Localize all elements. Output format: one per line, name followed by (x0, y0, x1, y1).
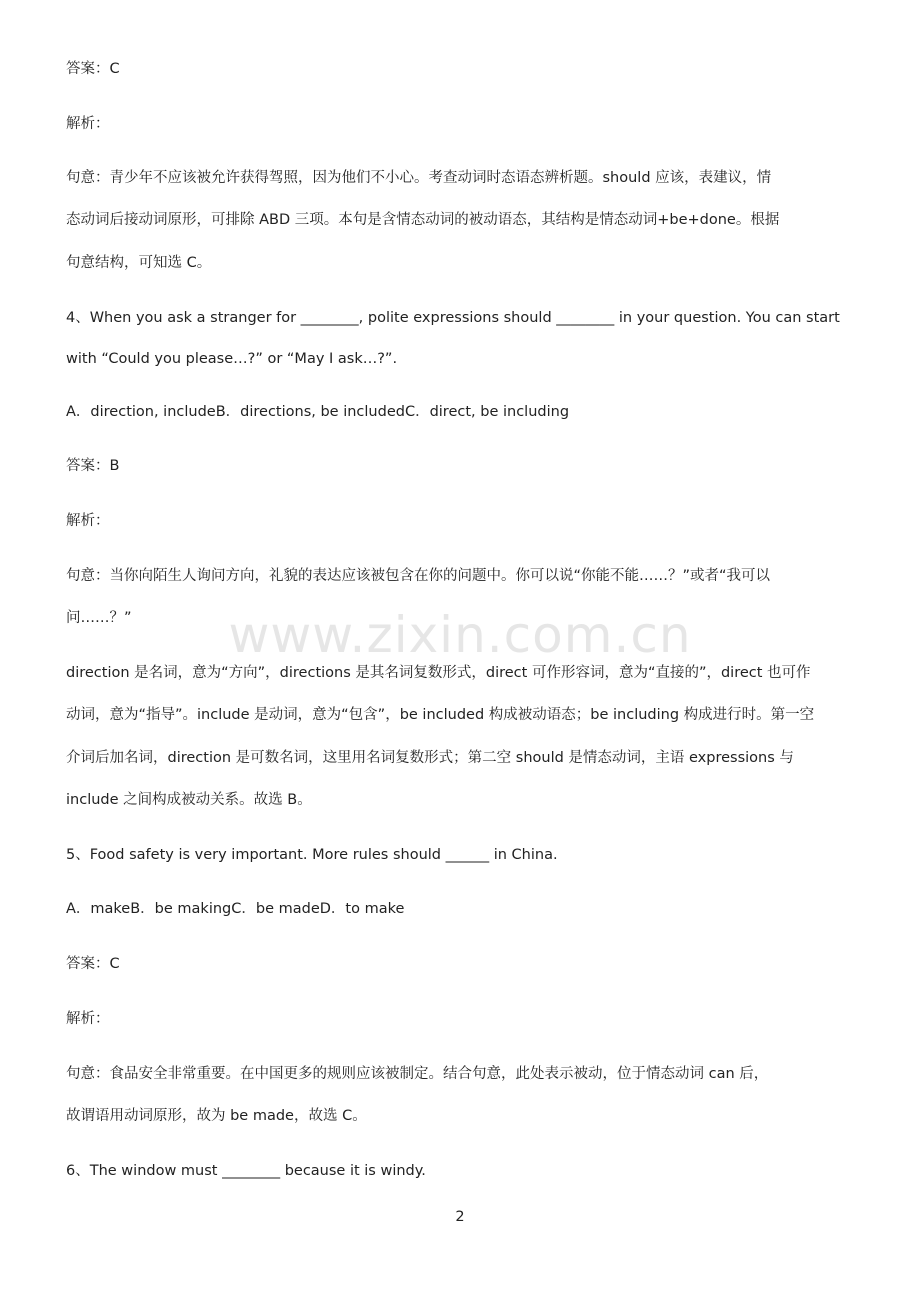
q5-question: 5、Food safety is very important. More rules should ______ in China. (66, 847, 558, 863)
q5-options: A．makeB．be makingC．be madeD．to make (66, 901, 405, 917)
q3-explanation-line-3: 句意结构，可知选 C。 (66, 255, 212, 271)
q4-explanation-line-4: include 之间构成被动关系。故选 B。 (66, 792, 312, 808)
q5-answer: 答案：C (66, 956, 120, 972)
q4-explanation-line-2: 动词，意为“指导”。include 是动词，意为“包含”，be included 构成被动语态；be including 构成进行时。第一空 (66, 707, 815, 723)
q5-explanation-line-2: 故谓语用动词原形，故为 be made，故选 C。 (66, 1108, 367, 1124)
q3-explanation-line-2: 态动词后接动词原形，可排除 ABD 三项。本句是含情态动词的被动语态，其结构是情态动词+be+done。根据 (66, 212, 780, 228)
q3-answer: 答案：C (66, 61, 120, 77)
q4-analysis-label: 解析： (66, 513, 110, 529)
q4-question-line-2: with “Could you please…?” or “May I ask…?”. (66, 351, 398, 367)
q4-explanation-line-3: 介词后加名词，direction 是可数名词，这里用名词复数形式；第二空 should 是情态动词，主语 expressions 与 (66, 750, 794, 766)
q4-meaning-line-1: 句意：当你向陌生人询问方向，礼貌的表达应该被包含在你的问题中。你可以说“你能不能……？”或者“我可以 (66, 568, 771, 584)
q3-analysis-label: 解析： (66, 116, 110, 132)
q4-meaning-line-2: 问……？” (66, 610, 132, 626)
q4-explanation-line-1: direction 是名词，意为“方向”，directions 是其名词复数形式，direct 可作形容词，意为“直接的”，direct 也可作 (66, 665, 811, 681)
q4-question-line-1: 4、When you ask a stranger for ________, polite expressions should ________ in your question. You can start (66, 310, 840, 326)
page-number: 2 (455, 1209, 465, 1225)
q3-explanation-line-1: 句意：青少年不应该被允许获得驾照，因为他们不小心。考查动词时态语态辨析题。should 应该，表建议，情 (66, 170, 772, 186)
q5-analysis-label: 解析： (66, 1011, 110, 1027)
q6-question: 6、The window must ________ because it is windy. (66, 1163, 426, 1179)
q4-answer: 答案：B (66, 458, 120, 474)
watermark: www.zixin.com.cn (228, 606, 692, 664)
q5-explanation-line-1: 句意：食品安全非常重要。在中国更多的规则应该被制定。结合句意，此处表示被动，位于情态动词 can 后， (66, 1066, 769, 1082)
q4-options: A．direction, includeB．directions, be includedC．direct, be including (66, 404, 570, 420)
